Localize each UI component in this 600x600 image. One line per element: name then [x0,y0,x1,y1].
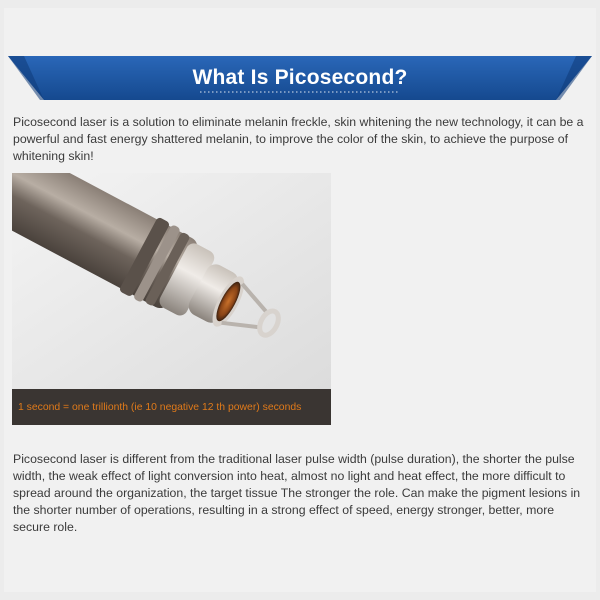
body-paragraph: Picosecond laser is different from the traditional laser pulse width (pulse duration), the shorter the pulse width, the weak effect of light conversion into heat, almost no light and heat effect, the more difficult to spread around the organization, the target tissue The stronger the role. Can make the pigment lesions in the shorter number of operations, resulting in a strong effect of speed, energy stronger, better, more secure role. [13,452,581,534]
laser-handpiece-illustration [12,173,331,389]
figure-caption: 1 second = one trillionth (ie 10 negative 12 th power) seconds [12,389,331,425]
page-title: What Is Picosecond? [192,66,408,89]
laser-handpiece-image [12,173,331,425]
intro-paragraph: Picosecond laser is a solution to eliminate melanin freckle, skin whitening the new technology, it can be a powerful and fast energy shattered melanin, to improve the color of the skin, to achieve the purpose of whitening skin! [13,115,584,163]
title-banner [0,50,600,106]
